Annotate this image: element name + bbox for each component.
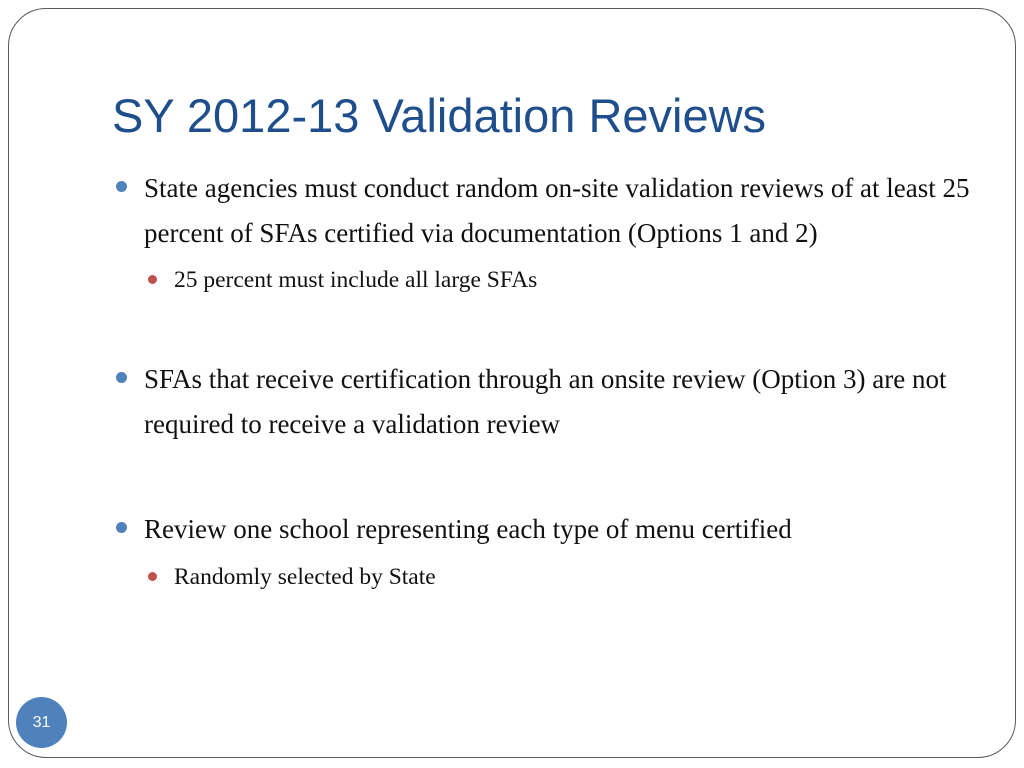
sub-bullet-item <box>148 557 976 597</box>
bullet-text: Review one school representing each type of menu certified <box>144 514 792 544</box>
page-number-badge: 31 <box>16 697 67 748</box>
bullet-item <box>116 357 976 446</box>
sub-bullet-text: Randomly selected by State <box>174 563 436 590</box>
bullet-text: SFAs that receive certification through an onsite review (Option 3) are not required to receive a validation review <box>144 364 947 439</box>
slide-content <box>116 166 976 597</box>
sub-bullet-item <box>148 260 976 300</box>
sub-bullet-dot-icon <box>148 275 157 284</box>
bullet-dot-icon <box>116 181 127 192</box>
bullet-dot-icon <box>116 522 127 533</box>
bullet-dot-icon <box>116 372 127 383</box>
bullet-item <box>116 507 976 552</box>
bullet-text: State agencies must conduct random on-site validation reviews of at least 25 percent of SFAs certified via documentation (Options 1 and 2) <box>144 173 970 248</box>
sub-bullet-text: 25 percent must include all large SFAs <box>174 267 538 293</box>
sub-bullet-dot-icon <box>148 572 157 581</box>
slide-title: SY 2012-13 Validation Reviews <box>112 89 767 142</box>
bullet-item <box>116 166 976 255</box>
